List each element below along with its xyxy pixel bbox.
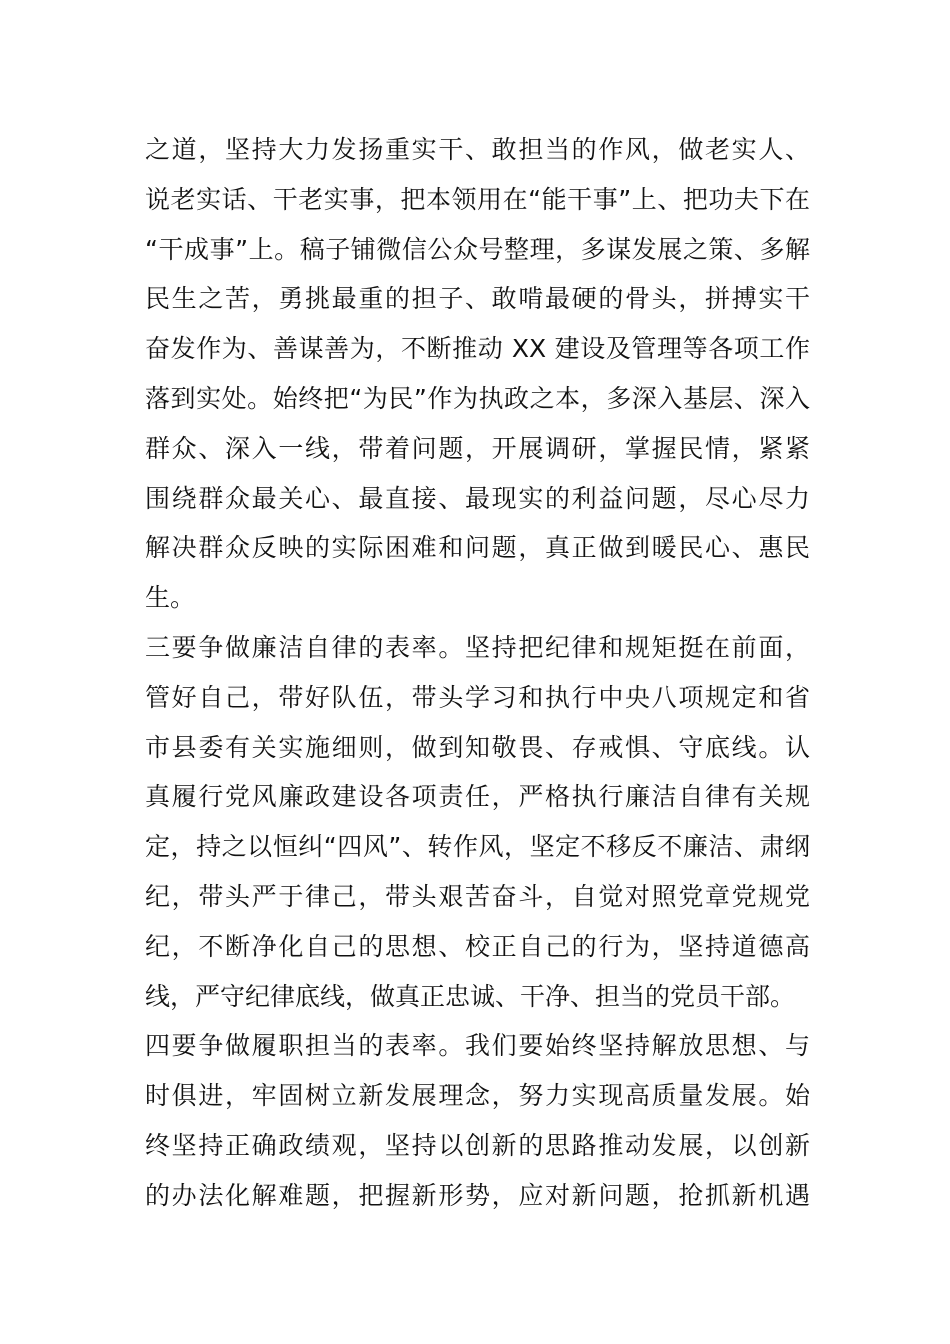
text-line: 之道，坚持大力发扬重实干、敢担当的作风，做老实人、 xyxy=(145,135,810,164)
text-line: 四要争做履职担当的表率。我们要始终坚持解放思想、与 xyxy=(145,1031,810,1061)
text-line: 管好自己，带好队伍，带头学习和执行中央八项规定和省 xyxy=(145,682,810,712)
text-line: 群众、深入一线，带着问题，开展调研，掌握民情，紧紧 xyxy=(145,433,810,463)
text-line: 说老实话、干老实事，把本领用在“能干事”上、把功夫下在 xyxy=(145,184,810,214)
paragraph-end-line: 生。 xyxy=(145,583,196,613)
text-line: 终坚持正确政绩观，坚持以创新的思路推动发展，以创新 xyxy=(145,1130,810,1160)
text-line: 围绕群众最关心、最直接、最现实的利益问题，尽心尽力 xyxy=(145,483,810,513)
body-text xyxy=(145,125,810,1221)
text-line: 奋发作为、善谋善为，不断推动 XX 建设及管理等各项工作 xyxy=(145,334,810,364)
text-line: 落到实处。始终把“为民”作为执政之本，多深入基层、深入 xyxy=(145,383,810,413)
text-line: 纪，带头严于律己，带头艰苦奋斗，自觉对照党章党规党 xyxy=(145,881,810,911)
text-line: 民生之苦，勇挑最重的担子、敢啃最硬的骨头，拼搏实干 xyxy=(145,284,810,314)
paragraph-end-line: 线，严守纪律底线，做真正忠诚、干净、担当的党员干部。 xyxy=(145,981,796,1011)
text-line: 解决群众反映的实际困难和问题，真正做到暖民心、惠民 xyxy=(145,533,810,563)
text-line: 的办法化解难题，把握新形势，应对新问题，抢抓新机遇 xyxy=(145,1180,810,1210)
text-line: 时俱进，牢固树立新发展理念，努力实现高质量发展。始 xyxy=(145,1081,810,1111)
text-line: “干成事”上。稿子铺微信公众号整理，多谋发展之策、多解 xyxy=(145,234,810,264)
text-line: 三要争做廉洁自律的表率。坚持把纪律和规矩挺在前面， xyxy=(145,632,810,662)
text-line: 市县委有关实施细则，做到知敬畏、存戒惧、守底线。认 xyxy=(145,732,810,762)
text-line: 纪，不断净化自己的思想、校正自己的行为，坚持道德高 xyxy=(145,931,810,961)
text-line: 定，持之以恒纠“四风”、转作风，坚定不移反不廉洁、肃纲 xyxy=(145,832,810,862)
text-line: 真履行党风廉政建设各项责任，严格执行廉洁自律有关规 xyxy=(145,782,810,812)
